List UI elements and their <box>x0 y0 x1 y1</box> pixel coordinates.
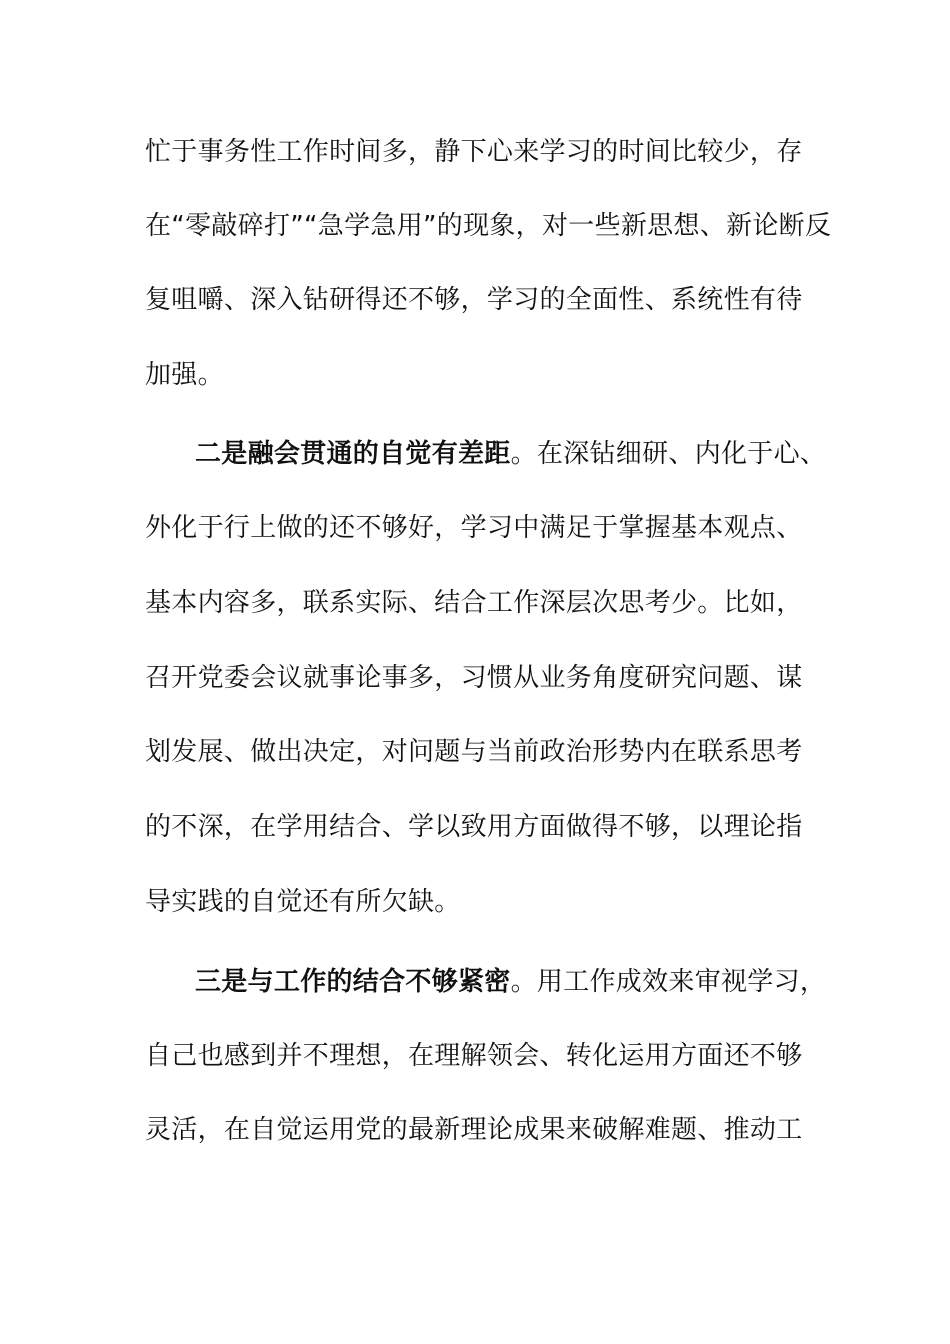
paragraph-2-heading: 二是融会贯通的自觉有差距 <box>195 439 511 469</box>
paragraph-1-line-2: 在“零敲碎打”“急学急用”的现象，对一些新思想、新论断反 <box>145 211 832 241</box>
paragraph-2-line-1-rest: 。在深钻细研、内化于心、 <box>510 439 827 469</box>
paragraph-2-line-1 <box>195 436 826 472</box>
paragraph-2-line-4: 召开党委会议就事论事多，习惯从业务角度研究问题、谋 <box>145 663 803 693</box>
paragraph-3-line-1 <box>195 964 826 1000</box>
paragraph-2-line-6: 的不深，在学用结合、学以致用方面做得不够，以理论指 <box>145 812 803 842</box>
paragraph-2-line-7: 导实践的自觉还有所欠缺。 <box>145 887 461 917</box>
paragraph-1-line-4: 加强。 <box>145 360 224 390</box>
paragraph-3-heading: 三是与工作的结合不够紧密 <box>195 967 511 997</box>
paragraph-3-line-2: 自己也感到并不理想，在理解领会、转化运用方面还不够 <box>145 1041 803 1071</box>
paragraph-2-line-5: 划发展、做出决定，对问题与当前政治形势内在联系思考 <box>145 737 803 767</box>
paragraph-3-line-3: 灵活，在自觉运用党的最新理论成果来破解难题、推动工 <box>145 1115 803 1145</box>
paragraph-3-line-1-rest: 。用工作成效来审视学习， <box>510 967 827 997</box>
paragraph-1-line-3: 复咀嚼、深入钻研得还不够，学习的全面性、系统性有待 <box>145 285 803 315</box>
paragraph-1-line-1: 忙于事务性工作时间多，静下心来学习的时间比较少，存 <box>145 137 803 167</box>
paragraph-2-line-2: 外化于行上做的还不够好，学习中满足于掌握基本观点、 <box>145 513 803 543</box>
paragraph-2-line-3: 基本内容多，联系实际、结合工作深层次思考少。比如， <box>145 588 803 618</box>
